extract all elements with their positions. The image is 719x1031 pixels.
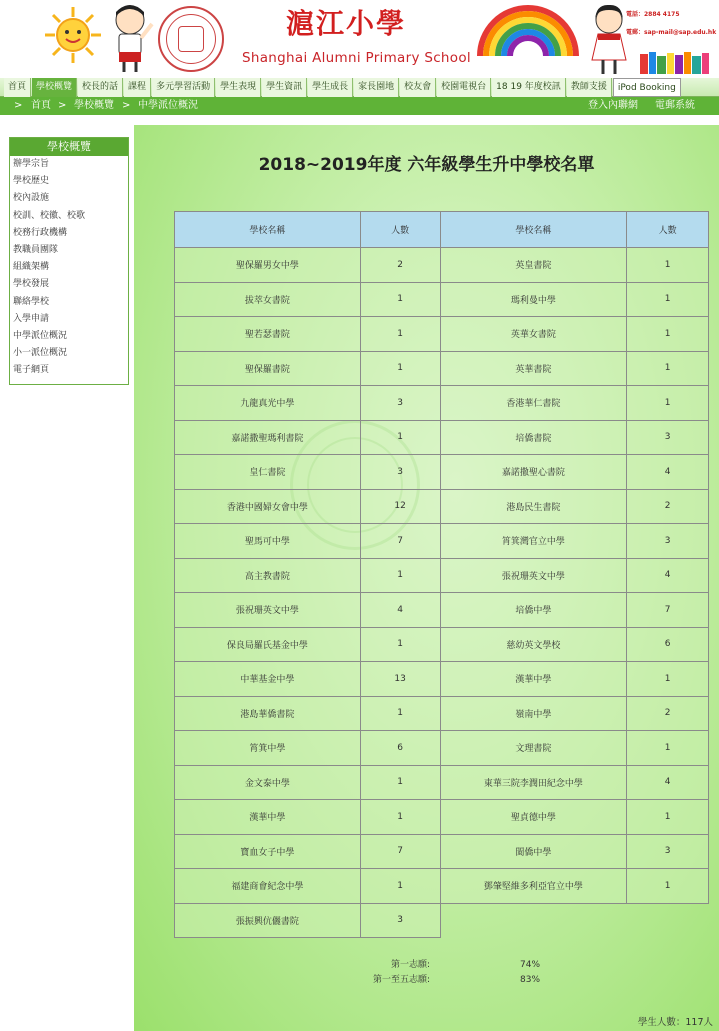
breadcrumb-current: 中學派位概況 bbox=[138, 100, 198, 111]
summary-row bbox=[360, 958, 580, 973]
school-name-cell: 保良局羅氏基金中學 bbox=[175, 627, 361, 662]
nav-item[interactable]: 校園電視台 bbox=[437, 78, 491, 97]
school-name-cell: 聖保羅書院 bbox=[175, 351, 361, 386]
count-cell: 1 bbox=[360, 351, 440, 386]
count-cell: 3 bbox=[627, 420, 709, 455]
table-row bbox=[175, 386, 709, 421]
school-name-cell: 港島民生書院 bbox=[440, 489, 627, 524]
count-cell: 1 bbox=[360, 558, 440, 593]
table-row bbox=[175, 524, 709, 559]
table-row bbox=[175, 696, 709, 731]
table-row bbox=[175, 282, 709, 317]
school-name-cell: 筲箕中學 bbox=[175, 731, 361, 766]
summary-row bbox=[360, 973, 580, 988]
header-school-name-1: 學校名稱 bbox=[175, 212, 361, 248]
nav-item[interactable]: 學生成長 bbox=[308, 78, 353, 97]
table-row bbox=[175, 765, 709, 800]
count-cell: 4 bbox=[360, 593, 440, 628]
school-name-cell: 慈幼英文學校 bbox=[440, 627, 627, 662]
nav-item[interactable]: 首頁 bbox=[4, 78, 31, 97]
nav-item[interactable]: 學生資訊 bbox=[262, 78, 307, 97]
school-seal-icon bbox=[158, 6, 224, 72]
count-cell: 2 bbox=[627, 489, 709, 524]
count-cell: 3 bbox=[360, 386, 440, 421]
school-name-cell: 港島華僑書院 bbox=[175, 696, 361, 731]
school-name-cell: 拔萃女書院 bbox=[175, 282, 361, 317]
breadcrumb-overview-link[interactable]: 學校概覽 bbox=[74, 100, 114, 111]
sidebar-item[interactable]: 組織架構 bbox=[13, 262, 50, 273]
page-title: 2018~2019年度 六年級學生升中學校名單 bbox=[258, 155, 595, 175]
table-row bbox=[175, 420, 709, 455]
count-cell: 2 bbox=[627, 696, 709, 731]
school-name-cell: 聖馬可中學 bbox=[175, 524, 361, 559]
count-cell: 1 bbox=[627, 662, 709, 697]
count-cell: 6 bbox=[360, 731, 440, 766]
school-name-cell: 筲箕灣官立中學 bbox=[440, 524, 627, 559]
table-row bbox=[175, 731, 709, 766]
sidebar bbox=[9, 137, 129, 385]
school-name-cell: 英皇書院 bbox=[440, 248, 627, 283]
table-row bbox=[175, 558, 709, 593]
count-cell: 3 bbox=[627, 834, 709, 869]
count-cell: 2 bbox=[360, 248, 440, 283]
count-cell: 1 bbox=[627, 248, 709, 283]
nav-item[interactable]: 多元學習活動 bbox=[152, 78, 215, 97]
books-icon bbox=[640, 50, 716, 74]
breadcrumb-sep-2: > bbox=[58, 100, 67, 111]
table-row bbox=[175, 627, 709, 662]
summary-value: 74% bbox=[520, 960, 541, 970]
count-cell: 12 bbox=[360, 489, 440, 524]
table-row bbox=[175, 248, 709, 283]
student-total: 學生人數：117人 bbox=[637, 1017, 713, 1028]
nav-item[interactable]: 校友會 bbox=[400, 78, 436, 97]
count-cell: 1 bbox=[627, 869, 709, 904]
school-name-cell: 培僑中學 bbox=[440, 593, 627, 628]
count-cell: 6 bbox=[627, 627, 709, 662]
sidebar-item[interactable]: 入學申請 bbox=[13, 313, 50, 324]
count-cell: 1 bbox=[627, 282, 709, 317]
nav-item[interactable]: 課程 bbox=[124, 78, 151, 97]
count-cell: 1 bbox=[360, 869, 440, 904]
school-name-cell: 高主教書院 bbox=[175, 558, 361, 593]
school-name-cell: 九龍真光中學 bbox=[175, 386, 361, 421]
count-cell: 1 bbox=[627, 351, 709, 386]
count-cell: 1 bbox=[627, 800, 709, 835]
count-cell: 1 bbox=[627, 317, 709, 352]
school-name-cell: 張祝珊英文中學 bbox=[175, 593, 361, 628]
count-cell: 1 bbox=[360, 800, 440, 835]
table-row bbox=[175, 489, 709, 524]
school-name-cell: 培僑書院 bbox=[440, 420, 627, 455]
sidebar-item[interactable]: 教職員團隊 bbox=[13, 244, 59, 255]
boy-mascot-icon bbox=[104, 2, 156, 74]
nav-item[interactable]: 校長的話 bbox=[78, 78, 123, 97]
school-name-cell: 英華書院 bbox=[440, 351, 627, 386]
intranet-login-link[interactable]: 登入內聯網 bbox=[588, 100, 638, 111]
school-name-cell: 張振興伉儷書院 bbox=[175, 903, 361, 938]
school-name-cell: 嘉諾撒聖瑪利書院 bbox=[175, 420, 361, 455]
sidebar-item[interactable]: 小一派位概況 bbox=[13, 348, 68, 359]
count-cell: 3 bbox=[360, 903, 440, 938]
count-cell: 3 bbox=[627, 524, 709, 559]
school-name-cell: 金文泰中學 bbox=[175, 765, 361, 800]
table-body bbox=[175, 248, 709, 938]
table-row bbox=[175, 869, 709, 904]
school-name-cn: 滬江小學 bbox=[286, 7, 407, 40]
school-name-cell: 寶血女子中學 bbox=[175, 834, 361, 869]
header-school-name-2: 學校名稱 bbox=[440, 212, 627, 248]
count-cell: 4 bbox=[627, 558, 709, 593]
school-name-cell: 張祝珊英文中學 bbox=[440, 558, 627, 593]
table-row bbox=[175, 662, 709, 697]
sidebar-item[interactable]: 校訓、校徽、校歌 bbox=[13, 210, 86, 221]
summary-value: 83% bbox=[520, 975, 541, 985]
count-cell: 1 bbox=[360, 420, 440, 455]
school-name-cell: 瑪利曼中學 bbox=[440, 282, 627, 317]
table-row bbox=[175, 455, 709, 490]
sidebar-item[interactable]: 學校發展 bbox=[13, 279, 50, 290]
table-row bbox=[175, 317, 709, 352]
sidebar-item[interactable]: 校務行政機構 bbox=[13, 227, 68, 238]
count-cell: 1 bbox=[360, 627, 440, 662]
header-count-2: 人數 bbox=[627, 212, 709, 248]
count-cell: 1 bbox=[627, 731, 709, 766]
table-header-row bbox=[175, 212, 709, 248]
summary bbox=[360, 958, 580, 988]
school-name-cell: 漢華中學 bbox=[175, 800, 361, 835]
school-name-cell: 香港中國婦女會中學 bbox=[175, 489, 361, 524]
table-row bbox=[175, 800, 709, 835]
school-name-cell: 嘉諾撒聖心書院 bbox=[440, 455, 627, 490]
school-name-cell: 英華女書院 bbox=[440, 317, 627, 352]
count-cell: 3 bbox=[360, 455, 440, 490]
school-allocation-table bbox=[174, 211, 709, 938]
sun-icon bbox=[44, 6, 102, 64]
school-name-cell: 東華三院李潤田紀念中學 bbox=[440, 765, 627, 800]
nav-item[interactable]: 教師支援 bbox=[567, 78, 612, 97]
school-name-cell: 中華基金中學 bbox=[175, 662, 361, 697]
breadcrumb-home-link[interactable]: 首頁 bbox=[31, 100, 51, 111]
sidebar-item[interactable]: 校內設施 bbox=[13, 193, 50, 204]
site-header bbox=[0, 0, 719, 76]
school-name-cell: 閩僑中學 bbox=[440, 834, 627, 869]
count-cell: 1 bbox=[627, 386, 709, 421]
nav-item[interactable]: 18 19 年度校訊 bbox=[492, 78, 566, 97]
email-system-link[interactable]: 電郵系統 bbox=[655, 100, 695, 111]
count-cell: 4 bbox=[627, 765, 709, 800]
contact-info bbox=[626, 6, 719, 42]
school-name-cell bbox=[440, 903, 627, 938]
count-cell: 1 bbox=[360, 282, 440, 317]
count-cell: 7 bbox=[627, 593, 709, 628]
nav-item[interactable]: 學生表現 bbox=[216, 78, 261, 97]
breadcrumb-sep-1: > bbox=[14, 100, 23, 111]
sidebar-item[interactable]: 中學派位概況 bbox=[13, 330, 68, 341]
school-name-en: Shanghai Alumni Primary School bbox=[242, 50, 471, 66]
table-row bbox=[175, 351, 709, 386]
count-cell bbox=[627, 903, 709, 938]
main-nav bbox=[0, 78, 719, 97]
count-cell: 7 bbox=[360, 524, 440, 559]
count-cell: 13 bbox=[360, 662, 440, 697]
breadcrumb-sep-3: > bbox=[122, 100, 131, 111]
nav-item[interactable]: 家長園地 bbox=[354, 78, 399, 97]
phone-text: 電話：2884 4175 bbox=[626, 11, 680, 18]
school-name-cell: 香港華仁書院 bbox=[440, 386, 627, 421]
breadcrumb-bar bbox=[0, 97, 719, 115]
table-row bbox=[175, 593, 709, 628]
school-name-cell: 皇仁書院 bbox=[175, 455, 361, 490]
count-cell: 7 bbox=[360, 834, 440, 869]
count-cell: 1 bbox=[360, 765, 440, 800]
nav-item[interactable]: 學校概覽 bbox=[32, 78, 77, 97]
sidebar-item[interactable]: 聯絡學校 bbox=[13, 296, 50, 307]
table-row bbox=[175, 903, 709, 938]
school-name-cell: 鄧肇堅維多利亞官立中學 bbox=[440, 869, 627, 904]
table-row bbox=[175, 834, 709, 869]
header-count-1: 人數 bbox=[360, 212, 440, 248]
summary-label: 第一至五志願: bbox=[372, 975, 430, 985]
school-name-cell: 漢華中學 bbox=[440, 662, 627, 697]
rainbow-icon bbox=[476, 4, 580, 56]
school-name-cell: 聖保羅男女中學 bbox=[175, 248, 361, 283]
sidebar-item[interactable]: 學校歷史 bbox=[13, 176, 50, 187]
sidebar-list bbox=[10, 156, 128, 379]
school-name-cell: 文理書院 bbox=[440, 731, 627, 766]
count-cell: 1 bbox=[360, 696, 440, 731]
summary-label: 第一志願: bbox=[390, 960, 430, 970]
sidebar-item[interactable]: 辦學宗旨 bbox=[13, 159, 50, 169]
count-cell: 4 bbox=[627, 455, 709, 490]
sidebar-item[interactable]: 電子網頁 bbox=[13, 365, 50, 376]
school-name-cell: 嶺南中學 bbox=[440, 696, 627, 731]
nav-item[interactable]: iPod Booking bbox=[613, 78, 681, 97]
sidebar-title: 學校概覽 bbox=[10, 138, 128, 156]
school-name-cell: 福建商會紀念中學 bbox=[175, 869, 361, 904]
school-name-cell: 聖若瑟書院 bbox=[175, 317, 361, 352]
count-cell: 1 bbox=[360, 317, 440, 352]
school-name-cell: 聖貞德中學 bbox=[440, 800, 627, 835]
email-text: 電郵：sap-mail@sap.edu.hk bbox=[626, 29, 717, 36]
